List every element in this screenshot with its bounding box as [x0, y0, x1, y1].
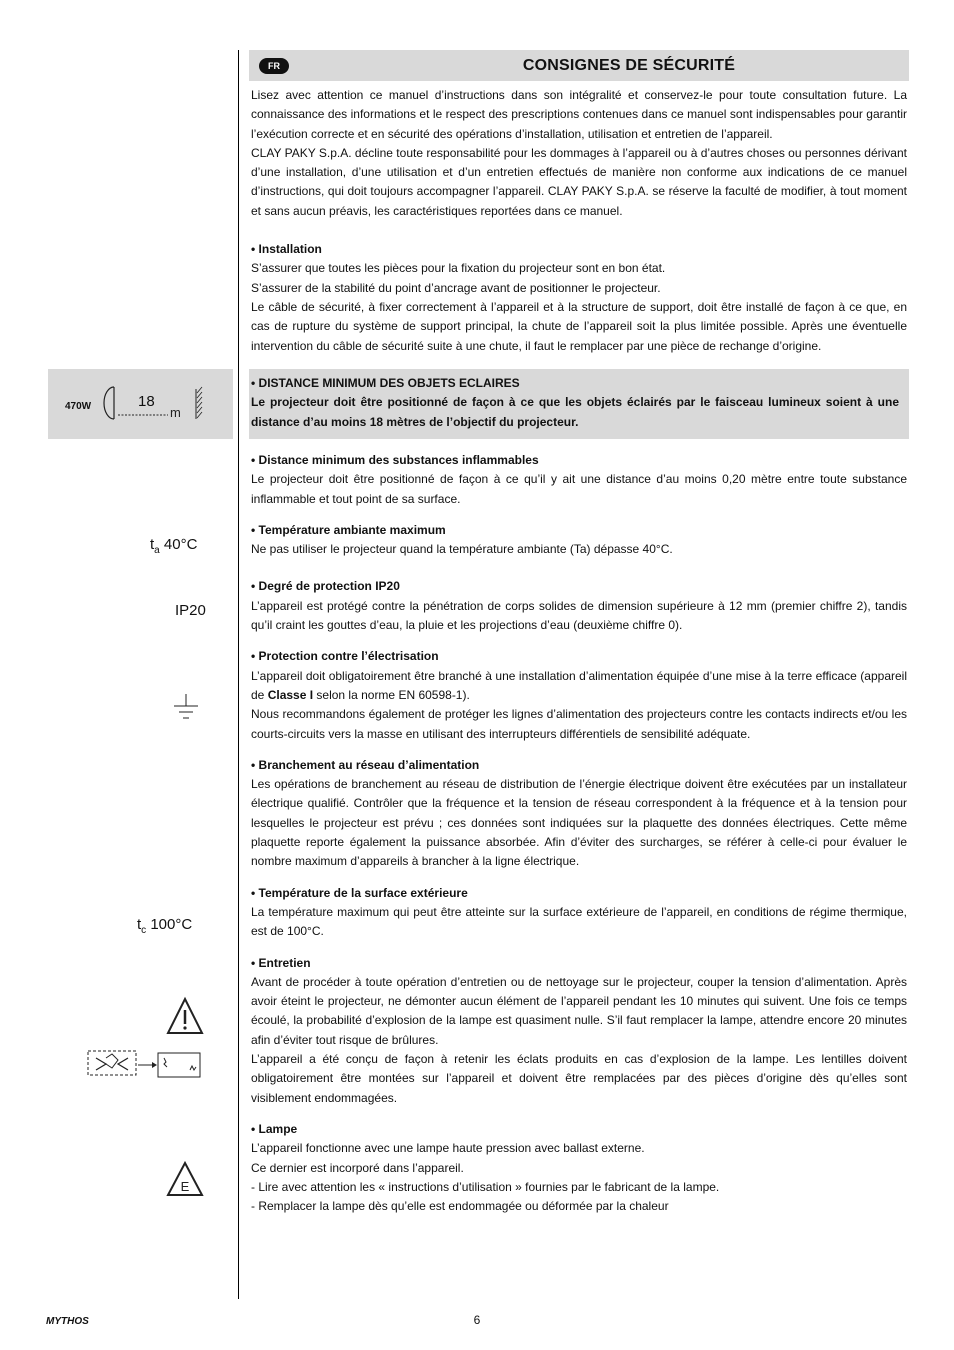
section-title: • Température de la surface extérieure	[251, 885, 468, 900]
section-title: • Degré de protection IP20	[251, 579, 400, 594]
language-badge: FR	[259, 58, 289, 74]
warning-icon	[166, 996, 204, 1036]
section-text: L’appareil a été conçu de façon à retenir les éclats produits en cas d’explosion de la lampe. Les lentilles doivent obligatoirement être montées sur l’appareil et doivent être remplacées par des pièces d’origine dès qu’elles sont visiblement endommagées.	[251, 1052, 907, 1105]
intro-paragraph: CLAY PAKY S.p.A. décline toute responsabilité pour les dommages à l’appareil ou à d’autres choses ou personnes dérivant d’une installation, d’une utilisation et d’un entretien effectués de manière non conforme aux indications de ce manuel d’instructions, qui doit toujours accompagner l’appareil. CLAY PAKY S.p.A. se réserve la faculté de modifier, à tout moment et sans aucun préavis, les caractéristiques reportées dans ce manuel.	[251, 145, 907, 218]
distance-value: 18	[138, 393, 155, 410]
section-title: • Température ambiante maximum	[251, 522, 446, 537]
power-label: 470W	[65, 401, 92, 412]
section-text: S’assurer que toutes les pièces pour la fixation du projecteur sont en bon état.	[251, 261, 666, 276]
distance-symbol-box	[48, 369, 233, 439]
lamp-symbol-letter: E	[180, 1179, 190, 1194]
intro-content	[251, 86, 907, 356]
distance-icon	[100, 383, 210, 423]
section-title: • Installation	[251, 242, 322, 257]
section-text: Le projecteur doit être positionné de façon à ce que les objets éclairés par le faisceau lumineux soient à une distance d’au moins 18 mètres de l’objectif du projecteur.	[251, 395, 899, 429]
distance-objets-block	[251, 374, 899, 432]
section-title: • DISTANCE MINIMUM DES OBJETS ECLAIRES	[251, 376, 520, 390]
section-title: • Entretien	[251, 955, 311, 970]
ip-rating-label: IP20	[175, 602, 206, 619]
section-text: Le câble de sécurité, à fixer correctement à l’appareil et à la structure de support, doit être installé de façon à ce que, en cas de rupture du système de support principal, la chute de l’appareil soit la plus limitée possible. Après une éventuelle intervention du câble de sécurité suite à une chute, il faut le remplacer par une pièce de rechange d’origine.	[251, 299, 907, 353]
section-text: Le projecteur doit être positionné de façon à ce qu’il y ait une distance d’au moins 0,20 mètre entre toute substance inflammable et tout point de sa surface.	[251, 472, 907, 506]
section-title: • Lampe	[251, 1121, 298, 1136]
section-text: L’appareil doit obligatoirement être branché à une installation d’alimentation équipée d’une mise à la terre efficace (appareil de Classe I selon la norme EN 60598-1).	[251, 668, 907, 702]
model-name: MYTHOS	[46, 1316, 89, 1327]
section-text: Ne pas utiliser le projecteur quand la température ambiante (Ta) dépasse 40°C.	[251, 542, 673, 557]
ground-icon	[172, 692, 200, 722]
section-text: S’assurer de la stabilité du point d’ancrage avant de positionner le projecteur.	[251, 280, 661, 295]
column-divider	[238, 50, 239, 1299]
ambient-temp-label: $t_a$ 40°C	[150, 536, 198, 556]
section-text: Avant de procéder à toute opération d’entretien ou de nettoyage sur le projecteur, couper la tension d’alimentation. Après avoir éteint le projecteur, ne démonter aucun élément de l’appareil pendant les 10 minutes qui suivent. Une fois ce temps écoulé, la probabilité d’explosion de la lampe est quasiment nulle. S’il faut remplacer la lampe, attendre encore 20 minutes afin d’éviter tout risque de brûlures.	[251, 974, 907, 1047]
section-header	[249, 50, 909, 81]
intro-paragraph: Lisez avec attention ce manuel d’instructions dans son intégralité et conservez-le pour toute consultation future. La connaissance des informations et le respect des prescriptions contenues dans ce manuel sont indispensables pour garantir l’exécution correcte et en sécurité des opérations d’installation, utilisation et entretien de l’appareil.	[251, 88, 907, 141]
section-text: - Remplacer la lampe dès qu’elle est endommagée ou déformée par la chaleur	[251, 1199, 669, 1214]
distance-unit: m	[170, 405, 181, 420]
page-number: 6	[473, 1313, 481, 1327]
section-text: Ce dernier est incorporé dans l’appareil.	[251, 1160, 464, 1175]
section-text: L’appareil fonctionne avec une lampe haute pression avec ballast externe.	[251, 1141, 645, 1156]
section-text: Les opérations de branchement au réseau de distribution de l’énergie électrique doivent être exécutées par un installateur électrique qualifié. Contrôler que la fréquence et la tension de réseau correspondent à la fréquence et à la tension pour lesquelles le projecteur est prévu ; ces données sont indiquées sur la plaquette des données électriques. Cette même plaquette reporte également la puissance absorbée. Afin d’éviter des surcharges, se référer à celle-ci pour évaluer le nombre maximum d’appareils à brancher à la ligne électrique.	[251, 777, 907, 869]
section-title: • Branchement au réseau d’alimentation	[251, 757, 480, 772]
section-text: - Lire avec attention les « instructions d’utilisation » fournies par le fabricant de la lampe.	[251, 1179, 720, 1194]
safety-content	[251, 451, 907, 1216]
lamp-e-icon	[166, 1160, 204, 1198]
page-title: CONSIGNES DE SÉCURITÉ	[522, 57, 736, 74]
section-text: La température maximum qui peut être atteinte sur la surface extérieure de l’appareil, en conditions de régime thermique, est de 100°C.	[251, 904, 907, 939]
surface-temp-label: $t_c$ 100°C	[137, 916, 193, 936]
class-label: Classe I	[267, 687, 314, 702]
section-text: L’appareil est protégé contre la pénétration de corps solides de dimension supérieure à 12 mm (premier chiffre 2), tandis qu’il craint les gouttes d’eau, la pluie et les projections d’eau (deuxième chiffre 0).	[251, 598, 907, 633]
section-text: Nous recommandons également de protéger les lignes d’alimentation des projecteurs contre les contacts indirects et/ou les courts-circuits vers la masse en utilisant des interrupteurs différentiels de sensibilité adéquate.	[251, 707, 907, 741]
lens-replace-icon	[86, 1048, 204, 1080]
section-title: • Protection contre l’électrisation	[251, 649, 439, 664]
section-title: • Distance minimum des substances inflammables	[251, 453, 539, 467]
